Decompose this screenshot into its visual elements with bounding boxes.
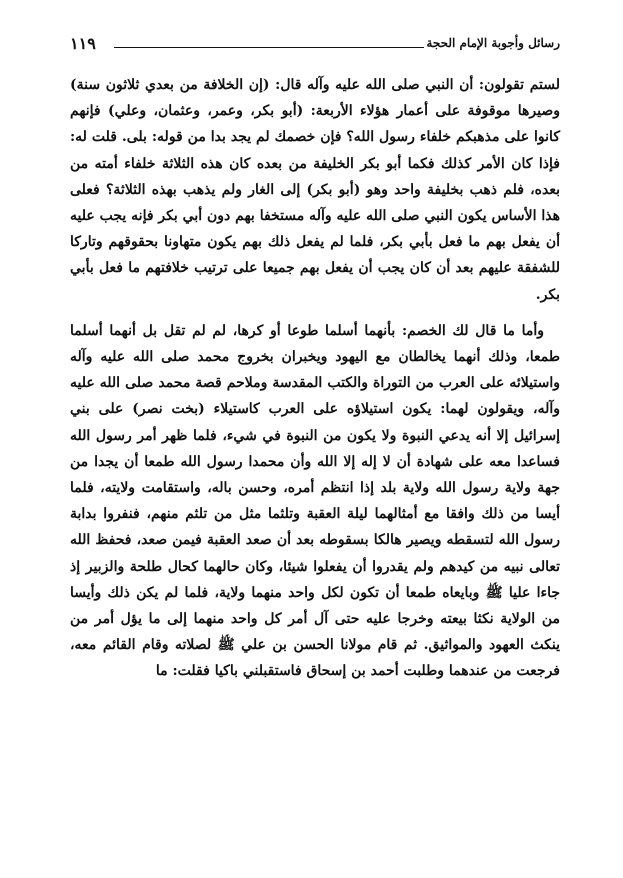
header-rule (114, 47, 424, 48)
running-header (70, 34, 560, 58)
book-title: رسائل وأجوبة الإمام الحجة (426, 36, 560, 50)
paragraph-2: وأما ما قال لك الخصم: بأنهما أسلما طوعا أو كرها، لم لم تقل بل أنهما أسلما طمعا، وذلك أنهما يخالطان مع اليهود ويخبران بخروج محمد صلى الله عليه وآله واستيلائه على العرب من التوراة والكتب المقدسة وملاحم قصة محمد صلى الله عليه وآله، ويقولون لهما: يكون استيلاؤه على العرب كاستيلاء (بخت نصر) على بني إسرائيل إلا أنه يدعي النبوة ولا يكون من النبوة في شيء، فلما ظهر أمر رسول الله فساعدا معه على شهادة أن لا إله إلا الله وأن محمدا رسول الله طمعا أن يجدا من جهة ولاية رسول الله ولاية بلد إذا انتظم أمره، وحسن باله، واستقامت ولايته، فلما أيسا من ذلك وافقا مع أمثالهما ليلة العقبة وتلثما مثل من تلثم منهم، فنفروا بدابة رسول الله لتسقطه ويصير هالكا بسقوطه بعد أن صعد العقبة فيمن صعد، فحفظ الله تعالى نبيه من كيدهم ولم يقدروا أن يفعلوا شيئا، وكان حالهما كحال طلحة والزبير إذ جاءا عليا ﷺ وبايعاه طمعا أن تكون لكل واحد منهما ولاية، فلما لم يكن ذلك وأيسا من الولاية نكثا بيعته وخرجا عليه حتى آل أمر كل واحد منهما إلى ما يؤل أمر من ينكث العهود والمواثيق. ثم قام مولانا الحسن بن علي ﷺ لصلاته وقام القائم معه، فرجعت من عندهما وطلبت أحمد بن إسحاق فاستقبلني باكيا فقلت: ما (70, 322, 560, 680)
body-text (70, 72, 560, 685)
paragraph-1: لستم تقولون: أن النبي صلى الله عليه وآله قال: (إن الخلافة من بعدي ثلاثون سنة) وصيرها موقوفة على أعمار هؤلاء الأربعة: (أبو بكر، وعمر، وعثمان، وعلي) فإنهم كانوا على مذهبكم خلفاء رسول الله؟ فإن خصمك لم يجد بدا من قوله: بلى. قلت له: فإذا كان الأمر كذلك فكما أبو بكر الخليفة من بعده كان هذه الثلاثة خلفاء أمته من بعده، فلم ذهب بخليفة واحد وهو (أبو بكر) إلى الغار ولم يذهب بهذه الثلاثة؟ فعلى هذا الأساس يكون النبي صلى الله عليه وآله مستخفا بهم دون أبي بكر فإنه يجب عليه أن يفعل بهم ما فعل بأبي بكر، فلما لم يفعل ذلك بهم يكون متهاونا بحقوقهم وتاركا للشفقة عليهم بعد أن كان يجب أن يفعل بهم جميعا على ترتيب خلافتهم ما فعل بأبي بكر. (70, 77, 560, 303)
page-number: ١١٩ (70, 34, 96, 53)
